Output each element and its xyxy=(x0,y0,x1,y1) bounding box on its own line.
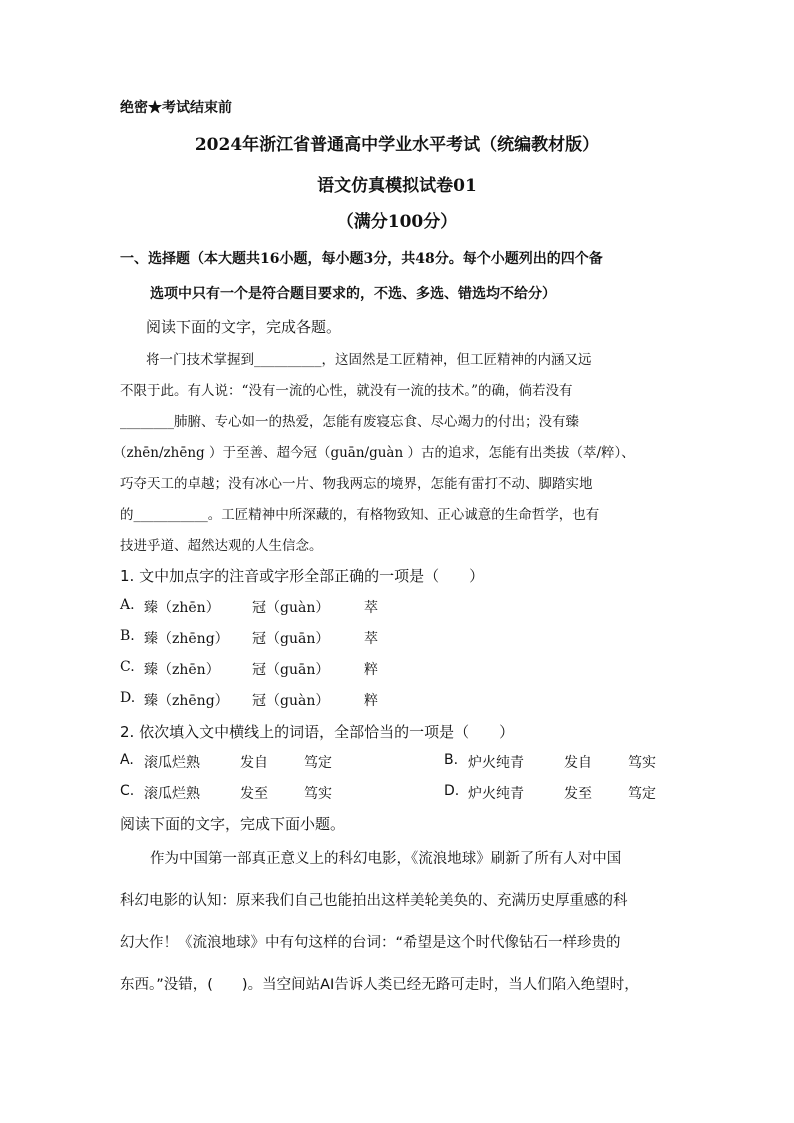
passage-line: 不限于此。有人说：“没有一流的心性，就没有一流的技术。”的确，倘若没有 xyxy=(120,383,573,399)
option-item: 发自 xyxy=(240,755,268,771)
option-letter: D. xyxy=(444,783,460,799)
option-item: 粹 xyxy=(364,693,378,709)
passage-line: 的___________。工匠精神中所深藏的，有格物致知、正心诚意的生命哲学，也有 xyxy=(120,507,600,523)
option-item: 臻（zhēng） xyxy=(144,693,229,709)
passage-line: 巧夺天工的卓越；没有冰心一片、物我两忘的境界，怎能有雷打不动、脚踏实地 xyxy=(120,476,593,492)
option-item: 发自 xyxy=(564,755,592,771)
reading-instruction-2: 阅读下面的文字，完成下面小题。 xyxy=(120,815,346,833)
option-letter: C. xyxy=(120,783,135,799)
passage-line: ________肺腑、专心如一的热爱，怎能有废寝忘食、尽心竭力的付出；没有臻 xyxy=(120,414,579,430)
option-item: 冠（guàn） xyxy=(252,600,330,616)
option-letter: D. xyxy=(120,690,136,706)
passage2-line: 东西。”没错，( )。当空间站AI告诉人类已经无路可走时，当人们陷入绝望时， xyxy=(120,977,639,993)
passage2-line: 科幻电影的认知：原来我们自己也能拍出这样美轮美奂的、充满历史厚重感的科 xyxy=(120,893,628,909)
option-item: 笃实 xyxy=(628,755,656,771)
option-letter: B. xyxy=(444,752,459,768)
confidential-label: 绝密★考试结束前 xyxy=(120,100,232,116)
question-2-stem: 2. 依次填入文中横线上的词语，全部恰当的一项是（ ） xyxy=(120,723,515,741)
passage2-line: 作为中国第一部真正意义上的科幻电影，《流浪地球》刷新了所有人对中国 xyxy=(150,851,622,867)
option-item: 滚瓜烂熟 xyxy=(144,755,200,771)
option-item: 发至 xyxy=(564,786,592,802)
option-item: 粹 xyxy=(364,662,378,678)
option-item: 冠（guàn） xyxy=(252,693,330,709)
full-score: （满分100分） xyxy=(336,212,458,232)
option-letter: C. xyxy=(120,659,135,675)
option-item: 炉火纯青 xyxy=(468,786,524,802)
option-letter: B. xyxy=(120,628,135,644)
question-1-stem: 1. 文中加点字的注音或字形全部正确的一项是（ ） xyxy=(120,567,485,585)
section-heading-line1: 一、选择题（本大题共16小题，每小题3分，共48分。每个小题列出的四个备 xyxy=(120,251,603,267)
passage-line: 将一门技术掌握到__________，这固然是工匠精神，但工匠精神的内涵又远 xyxy=(146,352,592,368)
section-heading-line2: 选项中只有一个是符合题目要求的，不选、多选、错选均不给分） xyxy=(150,286,556,302)
option-item: 冠（guān） xyxy=(252,662,330,678)
passage2-line: 幻大作！《流浪地球》中有句这样的台词：“希望是这个时代像钻石一样珍贵的 xyxy=(120,935,621,951)
option-item: 炉火纯青 xyxy=(468,755,524,771)
option-letter: A. xyxy=(120,752,134,768)
option-item: 笃定 xyxy=(304,755,332,771)
passage-line: （zhēn/zhēng ）于至善、超今冠（guān/guàn ）古的追求，怎能有出类拔（萃/粹）、 xyxy=(113,445,635,461)
passage-line: 技进乎道、超然达观的人生信念。 xyxy=(120,538,323,554)
option-item: 萃 xyxy=(364,631,378,647)
option-item: 笃定 xyxy=(628,786,656,802)
exam-subtitle: 语文仿真模拟试卷01 xyxy=(317,176,477,196)
option-item: 滚瓜烂熟 xyxy=(144,786,200,802)
option-item: 发至 xyxy=(240,786,268,802)
option-item: 臻（zhēn） xyxy=(144,662,220,678)
option-item: 笃实 xyxy=(304,786,332,802)
option-item: 臻（zhēn） xyxy=(144,600,220,616)
option-item: 臻（zhēng） xyxy=(144,631,229,647)
reading-instruction: 阅读下面的文字，完成各题。 xyxy=(146,318,342,336)
option-item: 萃 xyxy=(364,600,378,616)
option-letter: A. xyxy=(120,597,135,613)
option-item: 冠（guān） xyxy=(252,631,330,647)
exam-title: 2024年浙江省普通高中学业水平考试（统编教材版） xyxy=(194,135,600,155)
